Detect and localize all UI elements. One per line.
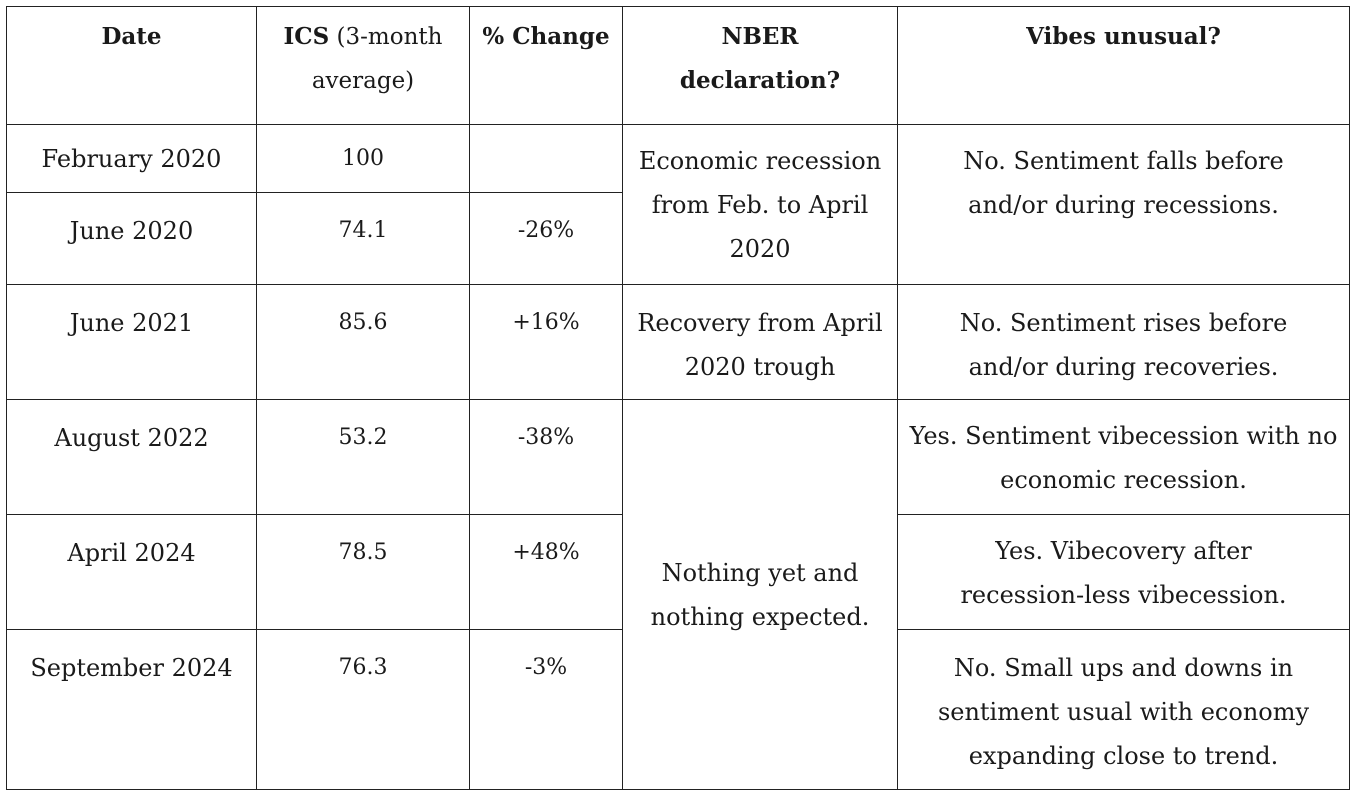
consumer-sentiment-table <box>6 6 1350 790</box>
cell-ics: 76.3 <box>257 630 470 790</box>
cell-date: June 2020 <box>7 193 257 285</box>
header-nber: NBER declaration? <box>623 7 898 125</box>
cell-nber-recovery: Recovery from April 2020 trough <box>623 285 898 400</box>
cell-vibes-vibecovery: Yes. Vibecovery after recession-less vibecession. <box>898 515 1350 630</box>
cell-change: +48% <box>470 515 623 630</box>
cell-date: April 2024 <box>7 515 257 630</box>
header-pct-change: % Change <box>470 7 623 125</box>
cell-ics: 85.6 <box>257 285 470 400</box>
cell-vibes-usual: No. Small ups and downs in sentiment usual with economy expanding close to trend. <box>898 630 1350 790</box>
cell-nber-recession: Economic recession from Feb. to April 2020 <box>623 125 898 285</box>
header-row <box>7 7 1350 125</box>
header-vibes: Vibes unusual? <box>898 7 1350 125</box>
cell-date: February 2020 <box>7 125 257 193</box>
cell-vibes-vibecession: Yes. Sentiment vibecession with no economic recession. <box>898 400 1350 515</box>
header-ics <box>257 7 470 125</box>
cell-change <box>470 125 623 193</box>
table-row <box>7 285 1350 400</box>
cell-vibes-recession: No. Sentiment falls before and/or during recessions. <box>898 125 1350 285</box>
cell-vibes-recovery: No. Sentiment rises before and/or during recoveries. <box>898 285 1350 400</box>
cell-ics: 100 <box>257 125 470 193</box>
table-row <box>7 400 1350 515</box>
table-row <box>7 125 1350 193</box>
cell-nber-nothing: Nothing yet and nothing expected. <box>623 400 898 790</box>
cell-change: +16% <box>470 285 623 400</box>
cell-ics: 78.5 <box>257 515 470 630</box>
cell-ics: 74.1 <box>257 193 470 285</box>
header-ics-rest: (3-month average) <box>311 24 443 94</box>
cell-change: -26% <box>470 193 623 285</box>
cell-date: June 2021 <box>7 285 257 400</box>
header-date: Date <box>7 7 257 125</box>
cell-change: -3% <box>470 630 623 790</box>
cell-date: August 2022 <box>7 400 257 515</box>
cell-ics: 53.2 <box>257 400 470 515</box>
cell-change: -38% <box>470 400 623 515</box>
header-ics-bold: ICS <box>283 23 330 50</box>
cell-date: September 2024 <box>7 630 257 790</box>
